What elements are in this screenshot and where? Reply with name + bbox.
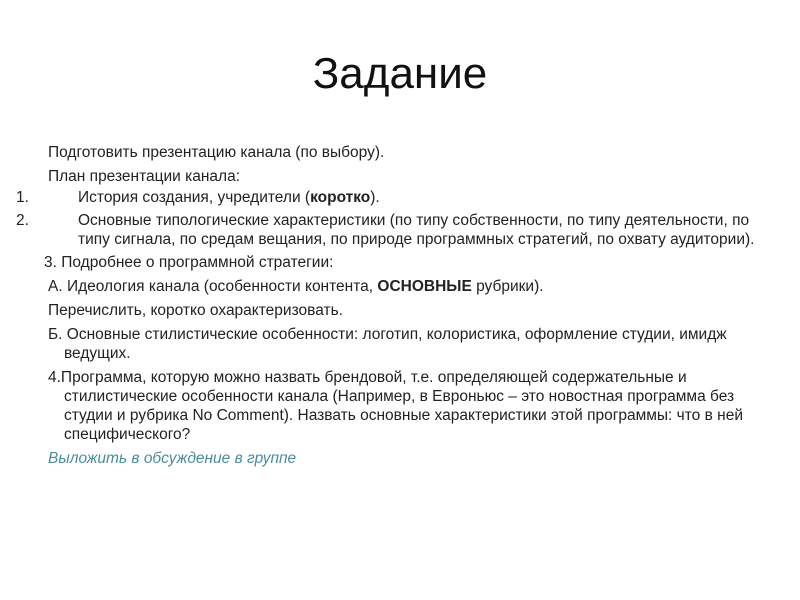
plan-heading: План презентации канала: [48, 168, 241, 185]
ideology-text: А. Идеология канала (особенности контента, [48, 278, 378, 295]
slide-body [14, 143, 784, 473]
ideology-line [14, 277, 784, 296]
list-item [14, 211, 784, 249]
slide-title: Задание [312, 49, 488, 98]
discussion-link[interactable]: Выложить в обсуждение в группе [48, 450, 297, 467]
brand-program-line: 4.Программа, которую можно назвать брендовой, т.е. определяющей содержательные и стилистические особенности канала (Например, в Евроньюс – это новостная программа без студии и рубрика No Comment). Назвать основные характеристики этой программы: что в ней специфического? [48, 369, 743, 443]
list-text [78, 188, 784, 207]
list-text: Основные типологические характеристики (по типу собственности, по типу деятельности, по типу сигнала, по средам вещания, по природе программных стратегий, по охвату аудитории). [78, 212, 755, 248]
task-line: Подготовить презентацию канала (по выбору). [48, 144, 385, 161]
emphasis-word: коротко [310, 189, 371, 206]
list-item [14, 188, 784, 207]
list-text-part: История создания, учредители ( [78, 189, 311, 206]
strategy-heading: 3. Подробнее о программной стратегии: [44, 254, 334, 271]
list-number: 1. [16, 189, 29, 206]
list-text-part: ). [370, 189, 380, 206]
emphasis-word: ОСНОВНЫЕ [377, 278, 472, 295]
style-line: Б. Основные стилистические особенности: логотип, колористика, оформление студии, имидж ведущих. [48, 326, 727, 362]
enumerate-line: Перечислить, коротко охарактеризовать. [48, 302, 343, 319]
list-number: 2. [16, 212, 29, 229]
ideology-text: рубрики). [471, 278, 544, 295]
